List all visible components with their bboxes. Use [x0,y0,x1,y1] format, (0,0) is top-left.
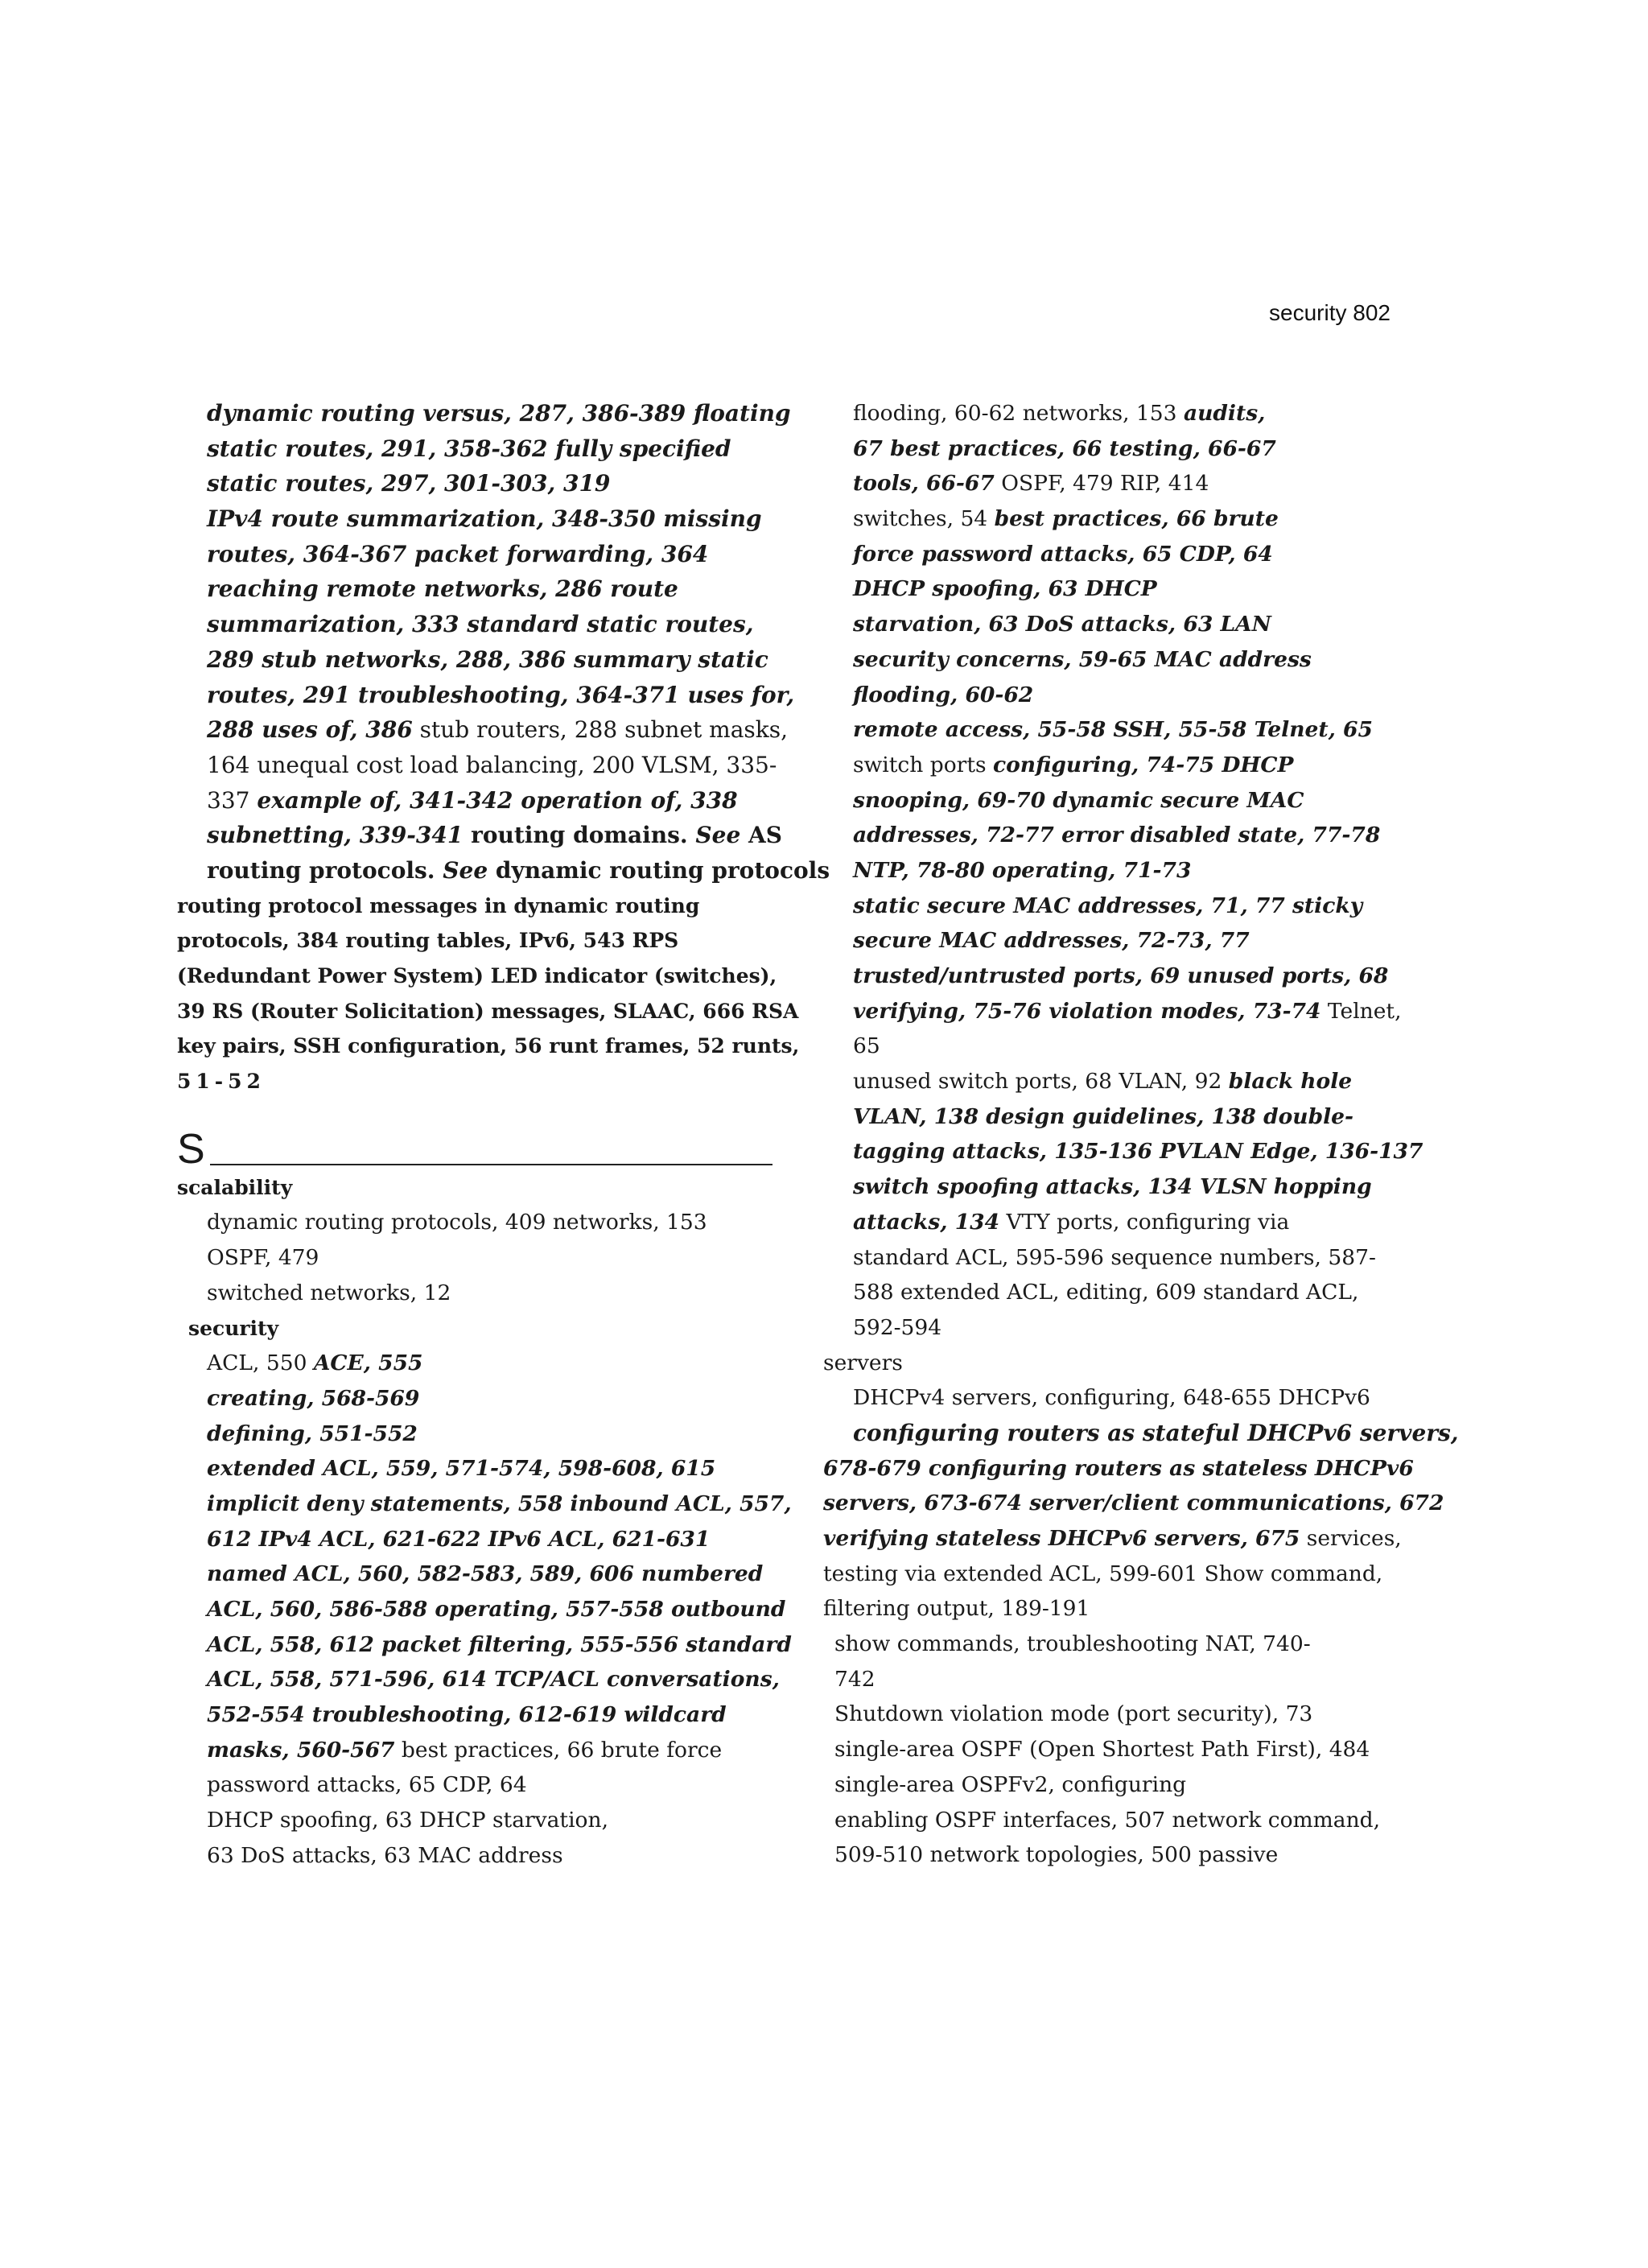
index-text: DHCP spoofing, 63 DHCP starvation, [207,1808,608,1833]
index-line [823,1134,1423,1169]
index-line [177,607,772,642]
right-column [823,396,1459,1873]
index-text: 612 IPv4 ACL, 621-622 IPv6 ACL, 621-631 [207,1526,711,1552]
section-heading [177,1112,772,1173]
index-text: secure MAC addresses, 72-73, 77 [853,928,1250,954]
index-line [823,1591,1415,1627]
left-top-entries [177,396,830,889]
index-text: example of, 341-342 operation of, 338 [257,786,738,814]
index-line [823,396,1415,431]
index-line [177,712,789,748]
left-column [177,396,830,1874]
index-line: 742 [834,1666,876,1692]
index-text: services, [1300,1526,1402,1551]
index-text: audits, [1183,401,1266,426]
index-line: single-area OSPF (Open Shortest Path First), 484 [834,1737,1370,1763]
index-text: VLAN, 138 design guidelines, 138 double- [853,1103,1354,1129]
index-line [823,853,1415,889]
security-subentries [177,1346,792,1873]
index-text: password attacks, 65 CDP, 64 [207,1772,527,1798]
index-line [823,642,1415,678]
index-text: force password attacks, 65 CDP, 64 [853,541,1273,567]
servers-bold-first-line: configuring routers as stateful DHCPv6 servers, [853,1419,1459,1446]
index-line: show commands, troubleshooting NAT, 740- [834,1631,1311,1657]
index-text: 164 unequal cost load balancing, 200 VLSM, 335- [207,751,777,778]
index-text: 65 [853,1033,880,1059]
index-text: named ACL, 560, 582-583, 589, 606 numbered [207,1561,764,1587]
index-line [823,1064,1415,1099]
index-line [177,853,830,889]
index-text: 288 uses of, 386 [207,716,413,744]
index-line: (Redundant Power System) LED indicator (switches), [177,964,777,988]
index-line [177,1733,772,1768]
index-line [823,1205,1415,1240]
index-line [823,1557,1415,1592]
index-text: Telnet, [1320,998,1402,1024]
index-line [823,501,1415,537]
index-line [177,1381,772,1416]
index-line: routing protocol messages in dynamic routing [177,893,700,918]
right-tail-entries [823,1627,1415,1873]
section-rule [210,1164,772,1165]
index-text: ACE, 555 [313,1350,423,1376]
index-line [823,678,1415,713]
index-line [177,1592,786,1627]
index-text: See [695,822,741,849]
servers-first-line: DHCPv4 servers, configuring, 648-655 DHCPv6 [853,1385,1370,1411]
index-text: 63 DoS attacks, 63 MAC address [207,1842,563,1868]
index-line [177,1767,772,1803]
index-text: IPv4 route summarization, 348-350 missing [207,505,762,533]
index-text: See [443,856,488,884]
index-line [177,678,795,713]
index-text: OSPF, 479 RIP, 414 [994,471,1209,497]
index-text: addresses, 72-77 error disabled state, 77-78 [853,823,1381,848]
index-line [823,431,1415,467]
index-line [177,1346,772,1381]
index-line: 39 RS (Router Solicitation) messages, SLAAC, 666 RSA [177,999,799,1023]
index-line [823,1275,1415,1310]
servers-subentries [823,1451,1444,1627]
index-line [177,1522,772,1557]
index-line [823,783,1415,819]
index-line [823,1451,1415,1487]
index-line [177,1416,772,1452]
index-line: OSPF, 479 [207,1245,319,1271]
index-text: remote access, 55-58 SSH, 55-58 Telnet, 65 [853,717,1373,743]
index-text: static secure MAC addresses, 71, 77 sticky [853,893,1363,918]
index-text: verifying stateless DHCPv6 servers, 675 [823,1526,1300,1551]
index-line [823,889,1415,924]
index-text: switch spoofing attacks, 134 VLSN hopping [853,1174,1372,1200]
index-line: enabling OSPF interfaces, 507 network command, [834,1807,1381,1833]
index-line [823,994,1415,1029]
index-line [823,571,1415,607]
index-text: subnetting, 339-341 [207,822,464,849]
left-outdent-entries [177,889,800,1099]
index-text: 678-679 configuring routers as stateless DHCPv6 [823,1455,1414,1481]
entry-heading-security: security [188,1316,279,1340]
index-line: 509-510 network topologies, 500 passive [834,1842,1279,1868]
index-text: dynamic routing versus, 287, 386-389 floating [207,400,791,427]
index-line [177,1627,792,1663]
index-text: summarization, 333 standard static routes, [207,611,754,638]
index-text: ACL, 550 [207,1350,314,1376]
index-text: switches, 54 [853,506,995,532]
index-text: ACL, 558, 612 packet filtering, 555-556 standard [207,1631,792,1657]
right-top-entries [823,396,1423,1346]
index-line [823,607,1415,642]
index-text: routes, 364-367 packet forwarding, 364 [207,540,709,567]
index-line [177,1662,780,1697]
index-line [177,501,772,537]
index-line [823,1486,1444,1521]
index-line [177,1803,772,1838]
index-text: creating, 568-569 [207,1385,420,1411]
index-line [177,642,772,678]
index-line [177,571,772,607]
index-text: ACL, 558, 571-596, 614 TCP/ACL conversations, [207,1667,780,1693]
index-line [823,1169,1415,1205]
index-text: ACL, 560, 586-588 operating, 557-558 outbound [207,1597,786,1622]
index-text: NTP, 78-80 operating, 71-73 [853,857,1192,883]
index-text: switch ports [853,752,993,777]
index-text: 289 stub networks, 288, 386 summary static [207,645,768,673]
index-line [823,1240,1415,1276]
index-line [177,1838,772,1874]
index-text: 592-594 [853,1314,942,1340]
index-text: servers, 673-674 server/client communications, 672 [823,1491,1444,1516]
index-line [823,537,1415,572]
index-text: tools, 66-67 [853,471,995,497]
index-text: flooding, 60-62 networks, 153 [853,401,1184,426]
index-text: flooding, 60-62 [853,682,1034,707]
index-text: filtering output, 189-191 [823,1596,1090,1622]
index-line [823,923,1415,959]
index-line [823,959,1415,994]
index-line: switched networks, 12 [207,1280,451,1305]
index-line: protocols, 384 routing tables, IPv6, 543 RPS [177,929,679,953]
index-text: static routes, 297, 301-303, 319 [207,470,611,497]
index-text: starvation, 63 DoS attacks, 63 LAN [853,612,1271,637]
index-line [823,1029,1415,1064]
index-text: 552-554 troubleshooting, 612-619 wildcard [207,1702,727,1728]
index-text: masks, 560-567 [207,1737,395,1763]
index-text: routing domains. [463,822,696,849]
index-line [177,396,791,431]
index-text: best practices, 66 brute force [394,1737,723,1763]
index-text: static routes, 291, 358-362 fully specified [207,435,731,462]
index-line [823,818,1415,853]
index-line [177,1557,772,1592]
index-text: best practices, 66 brute [994,506,1279,532]
section-letter: S [177,1125,205,1173]
index-line [177,466,772,501]
index-text: 337 [207,786,258,814]
index-line [823,712,1415,748]
index-line [177,1451,772,1487]
index-text: extended ACL, 559, 571-574, 598-608, 615 [207,1456,716,1482]
index-text: tagging attacks, 135-136 PVLAN Edge, 136-137 [853,1139,1423,1165]
index-text: routing protocols. [207,856,443,884]
index-line: 51-52 [177,1070,266,1094]
index-line [177,818,782,853]
index-line [823,466,1415,501]
index-line [177,1487,792,1522]
index-text: defining, 551-552 [207,1421,418,1446]
index-line [823,1521,1415,1557]
index-line [823,748,1415,783]
index-line [177,431,772,467]
index-line: Shutdown violation mode (port security), 73 [834,1701,1313,1727]
index-text: testing via extended ACL, 599-601 Show command, [823,1561,1383,1586]
index-text: security concerns, 59-65 MAC address [853,646,1312,672]
index-text: stub routers, 288 subnet masks, [412,716,789,744]
index-line: single-area OSPFv2, configuring [834,1771,1187,1797]
index-line [177,748,777,783]
index-line: key pairs, SSH configuration, 56 runt frames, 52 runts, [177,1034,800,1058]
index-text: DHCP spoofing, 63 DHCP [853,576,1157,602]
index-text: snooping, 69-70 dynamic secure MAC [853,787,1304,813]
index-text: trusted/untrusted ports, 69 unused ports, 68 [853,963,1389,988]
index-line [177,1697,772,1733]
running-head: security 802 [1269,300,1390,325]
index-line [177,537,772,572]
index-text: verifying, 75-76 violation modes, 73-74 [853,998,1321,1024]
entry-heading-scalability: scalability [177,1175,293,1199]
entry-heading-servers: servers [823,1350,903,1375]
index-text: dynamic routing protocols [488,856,830,884]
index-text: attacks, 134 [853,1209,1000,1235]
index-text: unused switch ports, 68 VLAN, 92 [853,1069,1229,1095]
index-text: black hole [1228,1069,1353,1095]
index-text: AS [740,822,782,849]
index-text: standard ACL, 595-596 sequence numbers, 587- [853,1244,1376,1270]
scalability-subentries [177,1205,772,1310]
index-text: 67 best practices, 66 testing, 66-67 [853,435,1276,461]
index-line [823,1310,1415,1346]
index-line [177,783,772,819]
index-text: VTY ports, configuring via [999,1209,1290,1235]
index-line [823,1099,1415,1135]
index-text: reaching remote networks, 286 route [207,575,678,603]
index-text: configuring, 74-75 DHCP [993,752,1294,777]
index-text: routes, 291 troubleshooting, 364-371 uses for, [207,681,795,708]
index-text: implicit deny statements, 558 inbound ACL, 557, [207,1491,792,1516]
index-line: dynamic routing protocols, 409 networks, 153 [207,1210,707,1235]
index-text: 588 extended ACL, editing, 609 standard ACL, [853,1280,1359,1305]
